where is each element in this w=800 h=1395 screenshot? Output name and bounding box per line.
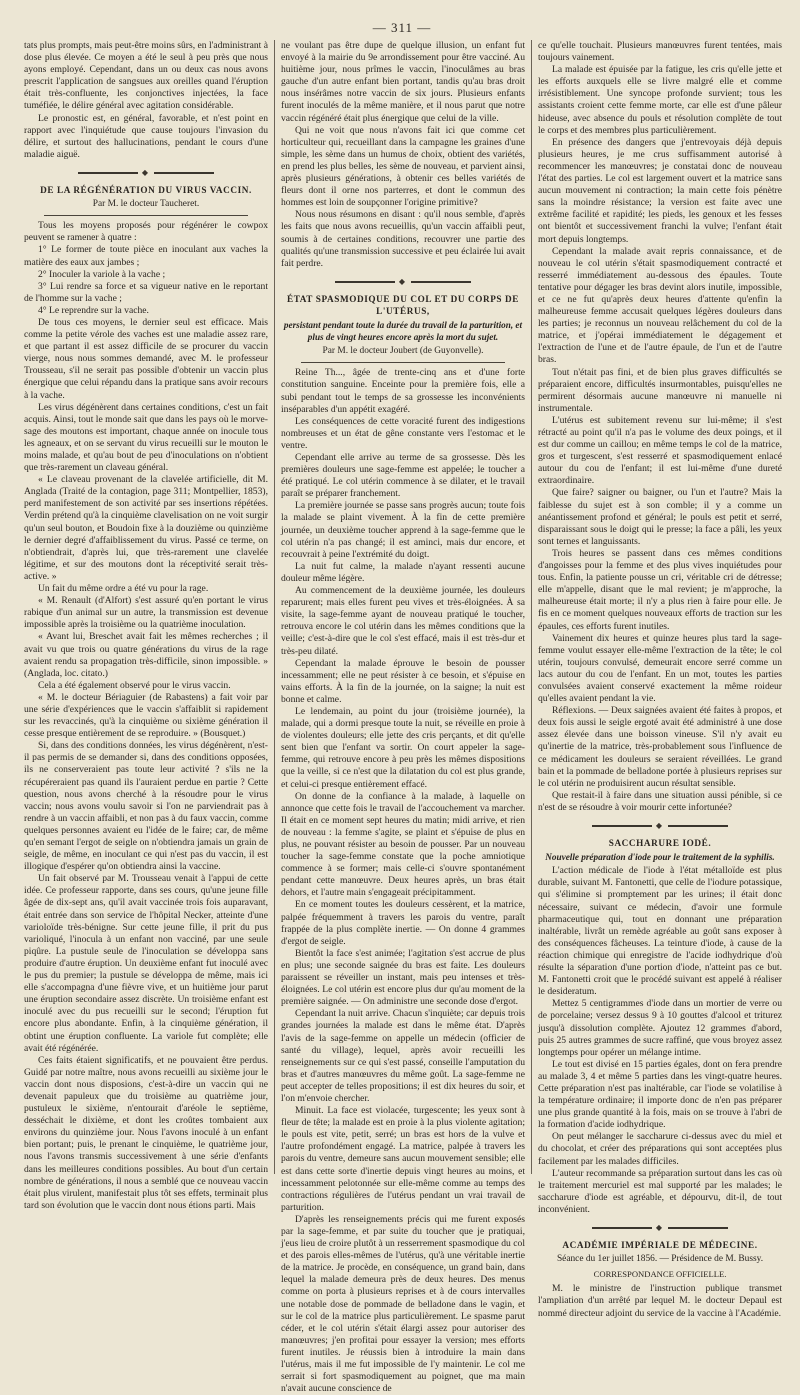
paragraph: En présence des dangers que j'entrevoyais déjà depuis plusieurs heures, je me crus suffisamment autorisé à recommencer les manœuvres; je constatai donc de nouveau l'état des parties. Le col est largement ouvert et la matrice sans aucun mouvement ni contraction; la main cette fois pénètre sans la moindre résistance; la version est faite avec une extrême facilité et rapidité; les pieds, les genoux et les fesses ont bientôt et successivement franchi la vulve; l'enfant était mort depuis longtemps. (538, 136, 782, 245)
list-item: 1° Le former de toute pièce en inoculant aux vaches la matière des eaux aux jambes ; (24, 244, 268, 268)
list-item: 4° Le reprendre sur la vache. (38, 304, 149, 316)
paragraph: La première journée se passe sans progrès aucun; toute fois la malade se plaint vivement. À la fin de cette première journée, un deuxième toucher apprend à la sage-femme que le col utérin n'a pas changé; il est aminci, mais dur encore, et recouvrait à peine l'extrémité du doigt. (281, 500, 525, 560)
paragraph: Bientôt la face s'est animée; l'agitation s'est accrue de plus en plus; une seconde saignée du bras est faite. Les douleurs paraissent se réveiller un instant, mais peu intenses et très-éloignées. Le col utérin est encore plus dur qu'au moment de la première saignée. — On administre une seconde dose d'ergot. (281, 947, 525, 1008)
paragraph: Tout n'était pas fini, et de bien plus graves difficultés se préparaient encore, difficultés insurmontables, puisqu'elles ne permirent désormais aucune manœuvre ni manuelle ni instrumentale. (538, 366, 782, 414)
section-title-saccharure: SACCHARURE IODÉ. (608, 838, 712, 849)
paragraph: « Avant lui, Breschet avait fait les mêmes recherches ; il avait vu que trois ou quatre générations du virus de la rage avaient rendu sa propagation très-difficile, sinon impossible. » (Anglada, loc. citato.) (24, 631, 268, 679)
paragraph: On donne de la confiance à la malade, à laquelle on annonce que cette fois le travail de l'accouchement va marcher. Il était en ce moment sept heures du matin; midi arrive, et rien de nouveau : la femme s'agite, se plaint et s'épuise de plus en plus, ne pouvant résister au besoin de pousser. Par un nouveau toucher la sage-femme constate que la poche amniotique commence à se former; mais celle-ci s'ouvre spontanément pendant cette manœuvre. Deux heures après, un bras était dehors, et l'autre main s'engageait précipitamment. (281, 790, 525, 899)
paragraph: Le pronostic est, en général, favorable, et n'est point en rapport avec l'inquiétude que cause toujours l'invasion du délire, et surtout des hallucinations, pendant le cours d'une maladie aiguë. (24, 112, 268, 160)
text-columns (18, 40, 788, 1395)
paragraph: Vainement dix heures et quinze heures plus tard la sage-femme voulut essayer elle-même l'extraction de la tête; le col utérin, toujours convulsé, demeurait encore serré comme un lacs autour du cou de l'enfant. En un mot, toutes les parties convulsées avaient conservé exactement la même roideur qu'elles avaient pendant la vie. (538, 632, 782, 705)
paragraph: Cependant la malade avait repris connaissance, et de nouveau le col utérin s'était spasmodiquement contracté et resserré immédiatement au-dessous des épaules. Toute tentative pour dégager les bras devint alors inutile, impossible, et ce ne fut qu'après deux heures d'attente qu'enfin la malheureuse femme accusait quelques légères douleurs dans les parties; je reconnus un nouveau relâchement du col de la matrice, et j'opérai immédiatement le dégagement et l'extraction de l'une et de l'autre épaule, de l'un et de l'autre bras. (538, 245, 782, 366)
section-title-uterus: ÉTAT SPASMODIQUE DU COL ET DU CORPS DE L'UTÉRUS, (286, 293, 520, 316)
paragraph: Mettez 5 centigrammes d'iode dans un mortier de verre ou de porcelaine; versez dessus 9 à 10 gouttes d'alcool et triturez jusqu'à dissolution complète. Ajoutez 12 grammes d'abord, puis 25 autres grammes de sucre raffiné, que vous broyez assez longtemps pour opérer un mélange intime. (538, 998, 782, 1058)
paragraph: Cependant elle arrive au terme de sa grossesse. Dès les premières douleurs une sage-femme est appelée; le toucher a été pratiqué. Le col utérin commence à se dilater, et le travail paraît se préparer franchement. (281, 452, 525, 500)
paragraph: Minuit. La face est violacée, turgescente; les yeux sont à fleur de tête; la malade est en proie à la plus violente agitation; le pouls est vite, petit, serré; un bras est hors de la vulve et l'autre profondément engagé. La matrice, palpée à travers les parois du ventre, demeure sans aucun mouvement sensible; elle est dans cette sorte d'inertie depuis vingt heures au moins, et incessamment pelotonnée sur elle-même comme au temps des contractions régulières de l'utérus pendant un vrai travail de parturition. (281, 1105, 525, 1213)
session-line: Séance du 1er juillet 1856. — Présidence de M. Bussy. (556, 1254, 764, 1265)
paragraph: Au commencement de la deuxième journée, les douleurs reparurent; mais elles furent peu vives et très-éloignées. À sa visite, la sage-femme ayant de nouveau pratiqué le toucher, retrouva encore le col utérin dans les mêmes conditions que la veille; c'est-à-dire que le col s'est effacé, mais il est très-dur et très-peu dilaté. (281, 585, 525, 657)
paragraph: Le lendemain, au point du jour (troisième journée), la malade, qui a dormi presque toute la nuit, se réveille en proie à de violentes douleurs; elle jette des cris perçants, et dit qu'elle sent bien que l'enfant va sortir. On court appeler la sage-femme, qui retrouve encore à peu près les mêmes dispositions que la veille, si ce n'est que la dilatation du col est plus grande, et celui-ci presque entièrement effacé. (281, 705, 525, 790)
paragraph: L'utérus est subitement revenu sur lui-même; il s'est rétracté au point qu'il n'a pas le volume des deux poings, et il est dur comme un caillou; en même temps le col de la matrice, gros et turgescent, s'est resserré et spasmodiquement enlacé autour du cou de l'enfant; il est lui-même d'une dureté extraordinaire. (538, 414, 782, 487)
paragraph: Qui ne voit que nous n'avons fait ici que comme cet horticulteur qui, recueillant dans la campagne les graines d'une simple, les sème dans un humus de choix, obtient des variétés, en prend les plus belles, les sème de nouveau, et parvient ainsi, après plusieurs générations, à obtenir ces belles variétés de fleurs dont il orne nos parterres, et dont le commun des hommes est loin de soupçonner l'origine primitive? (281, 124, 525, 209)
paragraph: L'auteur recommande sa préparation surtout dans les cas où le traitement mercuriel est mal supporté par les malades; le saccharure d'iode est agréable, et dépourvu, dit-il, de tout inconvénient. (538, 1167, 782, 1215)
paragraph: Trois heures se passent dans ces mêmes conditions d'angoisses pour la femme et des plus vives inquiétudes pour tous. Enfin, la patiente pousse un cri, véritable cri de détresse; elle m'appelle, disant que le mal revient; je m'approche, la malheureuse était morte; il n'y a plus rien à faire pour elle. Je fis en ce moment quelques nouveaux efforts de traction sur les épaules, ces efforts furent inutiles. (538, 547, 782, 632)
list-item: 3° Lui rendre sa force et sa vigueur native en le reportant de l'homme sur la vache ; (24, 280, 268, 304)
paragraph: Réflexions. — Deux saignées avaient été faites à propos, et deux fois aussi le seigle ergoté avait été administré à une dose assez élevée dans une boisson vineuse. S'il n'y avait eu qu'inertie de la matrice, très-probablement sous l'influence de ce médicament les douleurs se seraient réveillées. Le grand bain et la pommade de belladone portée à plusieurs reprises sur le col utérin ne produisirent aucun résultat sensible. (538, 705, 782, 789)
paragraph: Les conséquences de cette voracité furent des indigestions nombreuses et un état de gêne constante vers l'estomac et le ventre. (281, 415, 525, 451)
section-divider: ◆ (538, 820, 782, 832)
paragraph: Nous nous résumons en disant : qu'il nous semble, d'après les faits que nous avons recueillis, qu'un vaccin affaibli peut, soumis à de certaines conditions, recouvrer une partie des qualités qu'une transmission successive et peu éclairée lui avait fait perdre. (281, 209, 525, 269)
paragraph: « Le claveau provenant de la clavelée artificielle, dit M. Anglada (Traité de la contagion, page 311; Montpellier, 1853), perd manifestement de son activité par ses insertions répétées. Verdin prétend qu'à la cinquième clavelisation on ne voit surgir qu'un seul bouton, et Boudoin fixe à la douzième ou quinzième le dernier degré d'affaiblissement du virus. Passé ce terme, on n'obtiendrait, d'après lui, que très-rarement une clavelée légitime, et sur des moutons dont la réceptivité serait très-active. » (24, 474, 268, 582)
paragraph: Que faire? saigner ou baigner, ou l'un et l'autre? Mais la faiblesse du sujet est à son comble; il y a comme un anéantissement profond et général; le pouls est petit et serré, disparaissant sous le doigt qui le presse; la face a pâli, les yeux sont ternes et languissants. (538, 487, 782, 547)
paragraph: ne voulant pas être dupe de quelque illusion, un enfant fut envoyé à la mairie du 9e arrondissement pour être vacciné. Au huitième jour, nous prîmes le vaccin, l'inoculâmes au bras gauche d'un autre enfant bien portant, tandis qu'au bras droit nous insérâmes notre vaccin de six jours. Plusieurs enfants furent inoculés de la même manière, et il nous parut que notre vaccin régénéré était plus énergique que celui de la ville. (281, 40, 525, 124)
paragraph: La nuit fut calme, la malade n'ayant ressenti aucune douleur même légère. (281, 560, 525, 584)
section-divider: ◆ (538, 1222, 782, 1234)
rule-divider (301, 362, 505, 363)
paragraph: Le tout est divisé en 15 parties égales, dont on fera prendre au malade 3, 4 et même 5 parties dans les vingt-quatre heures. Cette préparation n'est pas inaltérable, car l'iode se volatilise à la température ordinaire; il importe donc de n'en pas préparer une plus grande quantité à la fois, mais on se trouve à l'abri de la formation d'acide iodhydrique. (538, 1058, 782, 1131)
paragraph: Si, dans des conditions données, les virus dégénèrent, n'est-il pas permis de se demander si, dans des conditions opposées, ils ne conserveraient pas toute leur activité ? s'ils ne la récupéreraient pas quand ils l'auraient perdue en partie ? Cette question, nous avons cherché à la résoudre pour le virus vaccin; nous avons voulu savoir si l'on ne parviendrait pas à rendre à un vaccin affaibli, et non pas à du faux vaccin, comme quelques personnes avaient eu l'idée de le faire; car, de même qu'en semant l'ergot de seigle on n'obtiendra jamais un grain de seigle, de même, en inoculant ce qui n'est pas du vaccin, il est illogique d'espérer qu'on obtiendra ainsi la vaccine. (24, 740, 268, 873)
column-2 (274, 40, 531, 1395)
paragraph: Les virus dégénèrent dans certaines conditions, c'est un fait acquis. Ainsi, tout le monde sait que dans les pays où le morve-sage des moutons est important, chaque année on inocule tous les agneaux, et on se servant du virus recueilli sur le mouton le moins malade, et qu'au bout de peu d'inoculations on n'obtient que très-rarement un claveau général. (24, 401, 268, 474)
paragraph: « M. le docteur Bériaguier (de Rabastens) a fait voir par une série d'expériences que le vaccin s'affaiblit si rapidement sur les revaccinés, qu'à la cinquième ou sixième génération il cesse presque entièrement de se reproduire. » (Bousquet.) (24, 691, 268, 740)
paragraph: Cependant la nuit arrive. Chacun s'inquiète; car depuis trois grandes journées la malade est dans le même état. D'après l'avis de la sage-femme on appelle un médecin (officier de santé du village), lequel, après avoir recueilli les renseignements sur ce qui s'est passé, conseille l'amputation du bras et d'autres manœuvres du même goût. La sage-femme ne peut accepter de telles propositions; il est dix heures du soir, et l'on m'envoie chercher. (281, 1008, 525, 1104)
rule-divider (44, 215, 248, 216)
paragraph: De tous ces moyens, le dernier seul est efficace. Mais comme la petite vérole des vaches est une maladie assez rare, et que partant il est assez difficile de se procurer du vaccin vierge, nous nous sommes demandé, avec M. le professeur Trousseau, s'il ne serait pas possible d'obtenir un vaccin plus énergique que celui répandu dans la pratique sans avoir recours à la vache. (24, 316, 268, 401)
column-1 (18, 40, 274, 1211)
section-title-vaccin: DE LA RÉGÉNÉRATION DU VIRUS VACCIN. (40, 185, 252, 196)
paragraph: Un fait observé par M. Trousseau venait à l'appui de cette idée. Ce professeur rapporte, dans ses cours, qu'une jeune fille âgée de dix-sept ans, qu'il avait vaccinée trois fois auparavant, était entrée dans son service de l'hôpital Necker, atteinte d'une varioloïde très-bénigne. Sur cette jeune fille, il prit du pus varioliqué, l'inocula à un enfant non vacciné, par une seule piqûre. La pustule seule de l'inoculation se développa sans produire d'autre éruption. Un deuxième enfant fut inoculé avec le pus du premier; la pustule se développa de même, mais ici elle s'accompagna d'une fièvre vive, et un huitième jour parut une éruption secondaire assez discrète. Un troisième enfant est inoculé avec du pus recueilli sur le second; l'éruption fut encore plus abondante. Enfin, à la cinquième génération, il obtint une éruption confluente. La variole fut complète; elle avait été régénérée. (24, 873, 268, 1054)
paragraph: ce qu'elle touchait. Plusieurs manœuvres furent tentées, mais toujours vainement. (538, 40, 782, 64)
paragraph: Cependant la malade éprouve le besoin de pousser incessamment; elle ne peut résister à ce besoin, et s'épuise en vains efforts. À la fin de la journée, on la saigne; la nuit est bonne et calme. (281, 657, 525, 705)
paragraph: D'après les renseignements précis qui me furent exposés par la sage-femme, et par suite du toucher que je pratiquai, j'eus lieu de croire plutôt à un resserrement spasmodique du col et des parois elles-mêmes de l'utérus, qu'à une véritable inertie de la matrice. Je procède, en conséquence, un grand bain, dans lequel la malade demeura près de deux heures. Des menus comme on porta à plusieurs reprises et à de cours intervalles une notable dose de pommade de belladone dans le vagin, et sur le col de la matrice plus particulièrement. Le spasme parut céder, et le col utérin s'était élargi assez pour autoriser des manœuvres; j'en profitai pour essayer la version; mes efforts furent inutiles. Je réussis bien à introduire la main dans l'utérus, mais il me fut impossible de l'y maintenir. Le col me serrait si fort spasmodiquement au poignet, que ma main n'avait aucune conscience de (281, 1213, 525, 1395)
section-divider: ◆ (24, 167, 268, 179)
paragraph: M. le ministre de l'instruction publique transmet l'ampliation d'un arrêté par lequel M. le docteur Depaul est nommé directeur adjoint du service de la vaccine à l'Académie. (538, 1283, 782, 1319)
paragraph: On peut mélanger le saccharure ci-dessus avec du miel et du chocolat, et créer des préparations qui sont acceptées plus facilement par les malades difficiles. (538, 1131, 782, 1167)
page-number: — 311 — (372, 20, 432, 35)
section-byline: Par M. le docteur Taucheret. (92, 199, 200, 210)
paragraph: La malade est épuisée par la fatigue, les cris qu'elle jette et les efforts auxquels elle se livre malgré elle et comme irrésistiblement. Une syncope profonde survient; tous les assistants croient cette femme morte, car elle est d'une pâleur hideuse, avec absence du pouls et résolution complète de tout le corps et des membres plus particulièrement. (538, 64, 782, 136)
correspondence-heading: CORRESPONDANCE OFFICIELLE. (593, 1269, 727, 1280)
section-title-academie: ACADÉMIE IMPÉRIALE DE MÉDECINE. (562, 1240, 758, 1251)
section-divider: ◆ (281, 276, 525, 288)
paragraph: Tous les moyens proposés pour régénérer le cowpox peuvent se ramener à quatre : (24, 220, 268, 244)
paragraph: L'action médicale de l'iode à l'état métalloïde est plus durable, suivant M. Fantonetti, que celle de l'iodure potassique, qui s'élimine si promptement par les urines; il était donc nécessaire, suivant ce médecin, d'avoir une formule pharmaceutique qui, tout en donnant une préparation inaltérable, livrât un remède agréable au goût sans exposer à des conséquences fâcheuses. La teinture d'iode, à cause de la réaction chimique qui enregistre de l'acide iodhydrique d'où résulte la séparation d'une portion d'iode, n'atteint pas ce but. M. Fantonetti croit que le procédé suivant est appelé à réaliser le desideratum. (538, 865, 782, 998)
paragraph: « M. Renault (d'Alfort) s'est assuré qu'en portant le virus rabique d'un animal sur un autre, la transmission est devenue impossible après la troisième ou la quatrième inoculation. (24, 595, 268, 631)
section-byline: Par M. le docteur Joubert (de Guyonvelle). (322, 346, 484, 357)
column-3 (531, 40, 788, 1319)
paragraph: Un fait du même ordre a été vu pour la rage. (38, 583, 209, 595)
paragraph: tats plus prompts, mais peut-être moins sûrs, en l'administrant à dose plus élevée. Ce moyen a été le seul à peu près que nous ayons employé. Cependant, dans un ou deux cas nous avons prescrit l'application de sangsues aux oreilles quand l'éruption était très-confluente, les conjonctives injectées, la face tuméfiée, le délire général avec agitation considérable. (24, 40, 268, 112)
paragraph: Que restait-il à faire dans une situation aussi pénible, si ce n'est de se résoudre à voir mourir cette infortunée? (538, 789, 782, 813)
paragraph: Reine Th..., âgée de trente-cinq ans et d'une forte constitution sanguine. Enceinte pour la première fois, elle a subi pendant tout le temps de sa grossesse les inconvénients inséparables d'un appétit exagéré. (281, 367, 525, 415)
section-subtitle: Nouvelle préparation d'iode pour le traitement de la syphilis. (545, 852, 775, 863)
paragraph: Cela a été également observé pour le virus vaccin. (38, 679, 231, 691)
section-subtitle: persistant pendant toute la durée du travail de la parturition, et plus de vingt heures encore après la mort du sujet. (283, 320, 523, 343)
paragraph: Ces faits étaient significatifs, et ne pouvaient être perdus. Guidé par notre maître, nous avons recueilli au sixième jour le vaccin dont nous disposions, c'est-à-dire un vaccin qui ne devenait papuleux que du troisième au quatrième jour, pustuleux le sixième, n'entourait d'aréole le septième, desséchait le dixième, et dont les croûtes tombaient aux environs du quinzième jour. Nous l'avons inoculé à un enfant bien portant; puis, le prenant le cinquième, le quatrième jour, nous l'avons transmis successivement à une série d'enfants dans les meilleures conditions possibles. Au bout d'un certain nombre de générations, il nous a semblé que ce nouveau vaccin était plus virulent, manifestait plus tôt ses effets, terminait plus tard son évolution que le vaccin dont nous étions parti. Mais (24, 1054, 268, 1211)
list-item: 2° Inoculer la variole à la vache ; (38, 268, 166, 280)
paragraph: En ce moment toutes les douleurs cessèrent, et la matrice, palpée fréquemment à travers les parois du ventre, paraît frappée de la plus complète inertie. — On donne 4 grammes d'ergot de seigle. (281, 899, 525, 947)
